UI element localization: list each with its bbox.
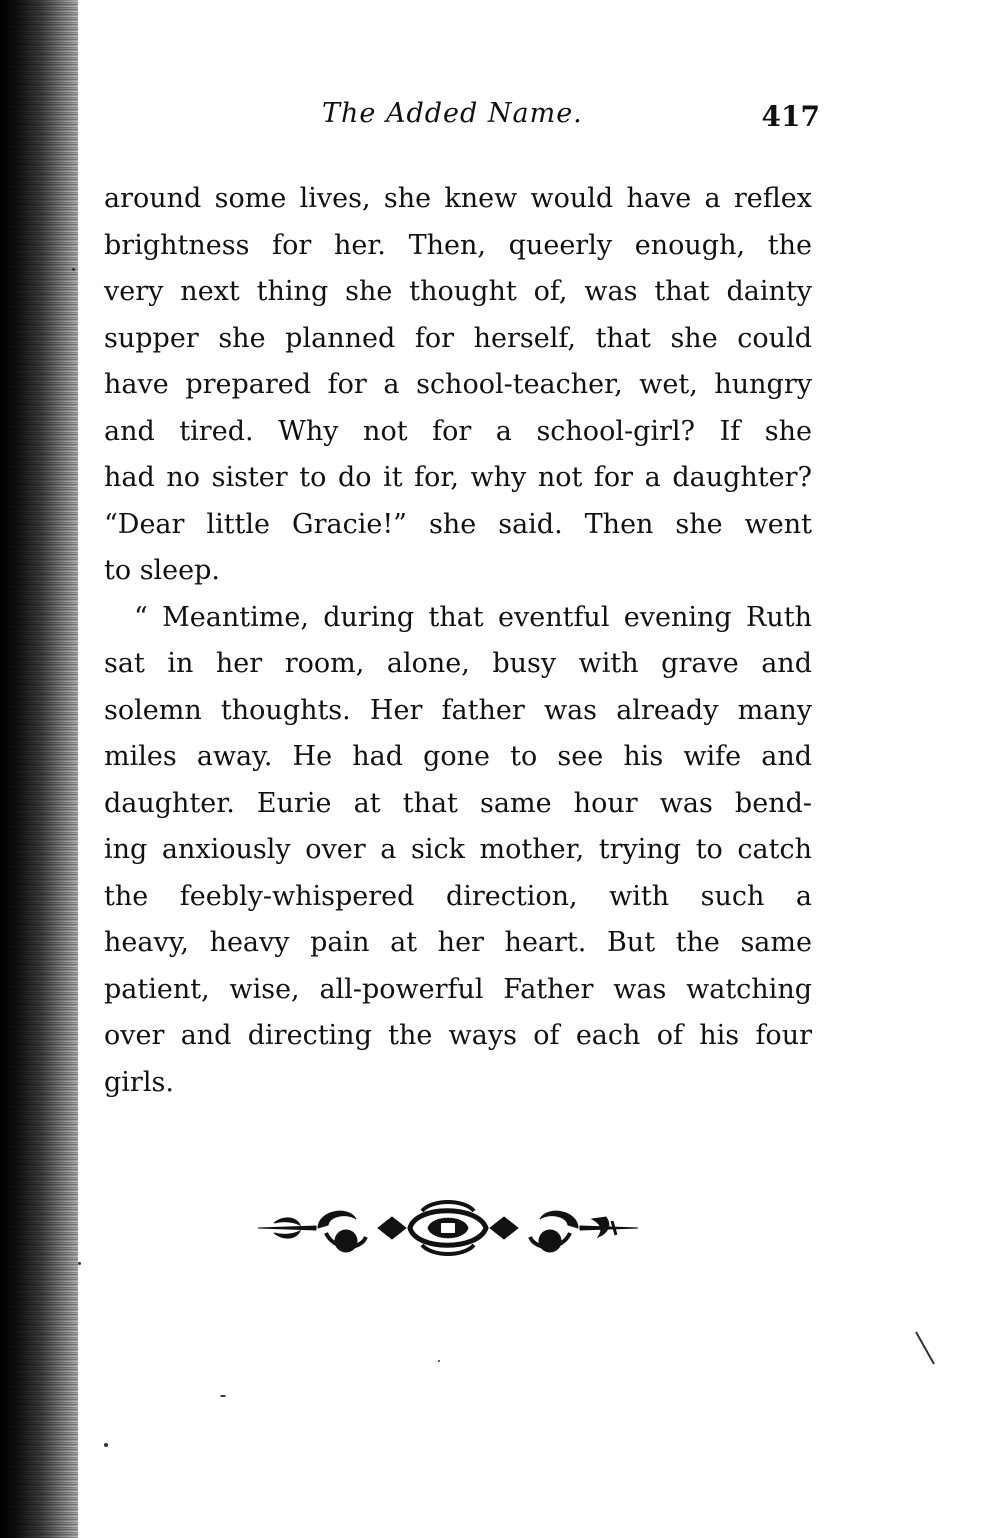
text-line: and tired. Why not for a school-girl? If she [104,415,812,447]
paragraph-2 [104,595,812,1107]
print-speck [104,1443,108,1447]
text-line: ing anxiously over a sick mother, trying to catch [104,834,812,865]
print-mark [914,1330,936,1366]
text-line: daughter. Eurie at that same hour was bend- [104,787,812,819]
text-line: have prepared for a school-teacher, wet, hungry [104,369,812,400]
text-line: patient, wise, all-powerful Father was watching [104,973,812,1005]
text-line: solemn thoughts. Her father was already many [104,694,812,726]
print-speck [220,1395,226,1397]
text-line: brightness for her. Then, queerly enough, the [104,229,812,261]
text-line: miles away. He had gone to see his wife and [104,741,812,772]
paragraph-1 [104,176,812,595]
text-line: very next thing she thought of, was that dainty [104,276,812,307]
running-title: The Added Name. [322,98,583,129]
page-number: 417 [761,100,820,133]
text-line: had no sister to do it for, why not for a daughter? [104,462,812,493]
running-head [100,98,820,138]
print-speck [78,1262,81,1265]
print-speck [438,1360,440,1362]
text-line: the feebly-whispered direction, with such a [104,880,812,912]
page-gutter-shadow [0,0,78,1538]
text-line: around some lives, she knew would have a reflex [104,183,812,214]
text-line: “Dear little Gracie!” she said. Then she went [104,508,812,540]
body-text [104,176,812,1106]
text-line: to sleep. [104,555,221,586]
text-line: over and directing the ways of each of his four [104,1020,812,1051]
print-speck [72,268,75,271]
text-line: “ Meantime, during that eventful evening Ruth [134,601,812,633]
text-line: girls. [104,1066,174,1098]
text-line: heavy, heavy pain at her heart. But the same [104,927,812,958]
text-line: sat in her room, alone, busy with grave and [104,648,812,679]
tailpiece-ornament-icon [256,1193,640,1263]
text-line: supper she planned for herself, that she could [104,322,812,354]
